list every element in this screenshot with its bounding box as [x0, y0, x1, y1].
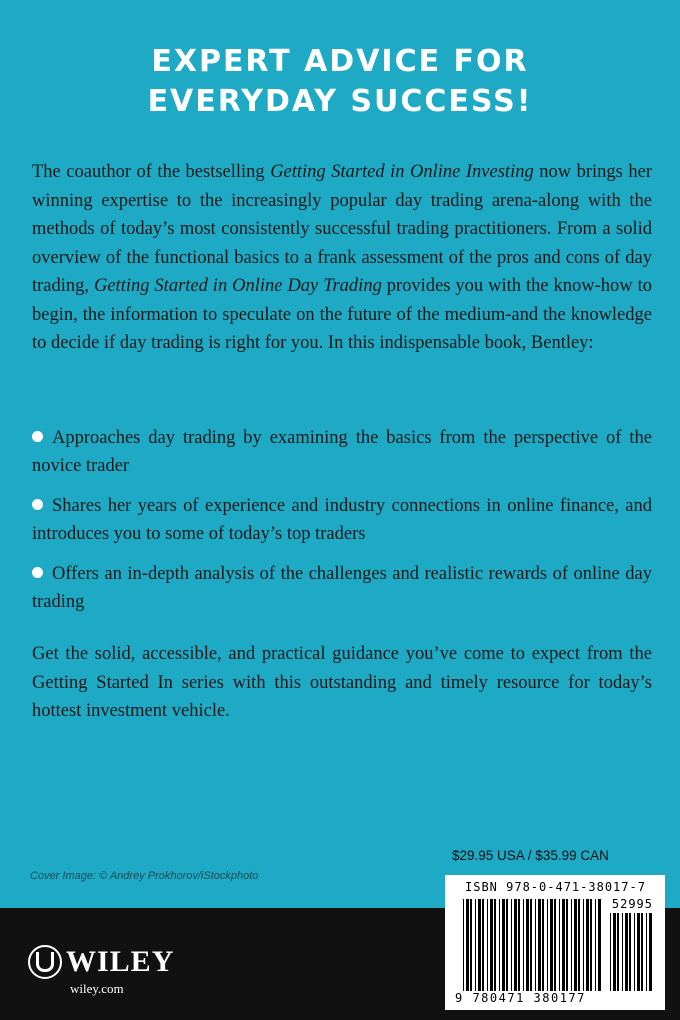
headline-line-2: EVERYDAY SUCCESS!: [147, 84, 533, 119]
feature-text: Offers an in-depth analysis of the challenges and realistic rewards of online day trading: [32, 564, 652, 612]
publisher-url: wiley.com: [70, 981, 124, 996]
closing-paragraph: Get the solid, accessible, and practical guidance you’ve come to expect from the Getting Started In series with this outstanding and timely resource for today’s hottest investment vehicle.: [32, 644, 652, 721]
feature-list: [32, 424, 652, 628]
feature-item: [32, 492, 652, 548]
intro-text-3: provides you with the know-how to begin, the information to speculate on the future of the medium-and the knowledge to decide if day trading is right for you. In this indispensable book, Bentley:: [32, 276, 652, 353]
isbn-label: ISBN 978-0-471-38017-7: [465, 880, 646, 894]
publisher-logo: [28, 945, 174, 979]
barcode-main-icon: [463, 899, 603, 991]
feature-item: [32, 424, 652, 480]
bullet-icon: [32, 431, 43, 442]
bullet-icon: [32, 499, 43, 510]
barcode-panel: [445, 875, 665, 1010]
publisher-name: WILEY: [66, 945, 175, 978]
book-title-investing: Getting Started in Online Investing: [270, 162, 534, 182]
book-title-day-trading: Getting Started in Online Day Trading: [93, 276, 382, 296]
feature-text: Approaches day trading by examining the basics from the perspective of the novice trader: [32, 428, 652, 476]
price-code: 52995: [611, 897, 653, 911]
headline: [0, 42, 680, 122]
barcode-supplement-icon: [610, 913, 655, 991]
ean-digits: 9 780471 380177: [455, 991, 586, 1005]
intro-text-1: The coauthor of the bestselling: [32, 162, 271, 182]
price-label: $29.95 USA / $35.99 CAN: [452, 848, 609, 863]
intro-paragraph: [32, 158, 652, 358]
feature-text: Shares her years of experience and industry connections in online finance, and introduces you to some of today’s top traders: [32, 496, 652, 544]
wiley-emblem-icon: [28, 945, 62, 979]
bullet-icon: [32, 567, 43, 578]
headline-line-1: EXPERT ADVICE FOR: [151, 44, 529, 79]
intro-text-2: now brings her winning expertise to the increasingly popular day trading arena-along with the methods of today’s most consistently successful trading practitioners. From a solid overview of the functional basics to a frank assessment of the pros and cons of day trading,: [32, 162, 652, 296]
feature-item: [32, 560, 652, 616]
cover-image-credit: Cover Image: © Andrey Prokhorov/iStockphoto: [30, 870, 259, 882]
